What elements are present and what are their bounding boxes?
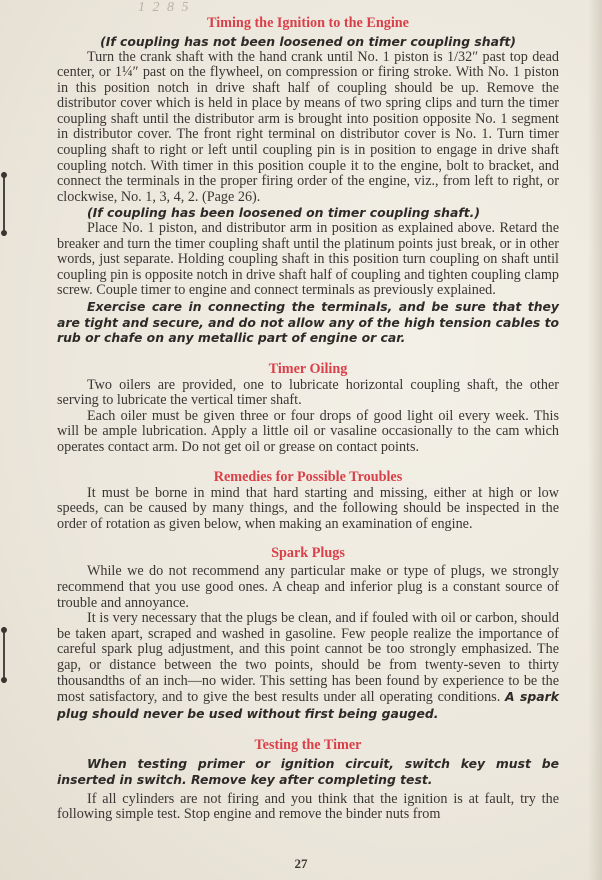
section-heading: Timer Oiling bbox=[268, 360, 348, 377]
binding-dot bbox=[1, 627, 7, 633]
pencil-annotation: 1 2 8 5 bbox=[138, 0, 191, 15]
section-remedies bbox=[57, 468, 559, 533]
binding-dot bbox=[1, 172, 7, 178]
subheading: (If coupling has not been loosened on timer coupling shaft) bbox=[100, 34, 516, 49]
paragraph-with-emphasis bbox=[57, 611, 559, 722]
binding-mark-bottom bbox=[3, 627, 5, 683]
paragraph: Turn the crank shaft with the hand crank until No. 1 piston is 1/32″ past top dead center, or 1¼″ past on the flywheel, on compression or firing stroke. With No. 1 piston in this position notch in drive shaft half of coupling should be up. Remove the distributor cover which is held in place by means of two spring clips and turn the timer coupling shaft until the distributor arm is brought into position opposite No. 1 segment in distributor cover. The front right terminal on distributor cover is No. 1. Turn timer coupling shaft to right or left until coupling pin is in position to engage in drive shaft coupling notch. With timer in this position couple it to the engine, bolt to bracket, and connect the terminals in the proper firing order of the engine, viz., from left to right, or clockwise, No. 1, 3, 4, 2. (Page 26). bbox=[57, 48, 559, 205]
section-heading: Remedies for Possible Troubles bbox=[213, 468, 403, 485]
page-number: 27 bbox=[294, 856, 308, 871]
section-testing-timer bbox=[57, 736, 559, 822]
paragraph-text: It is very necessary that the plugs be clean, and if fouled with oil or carbon, should be taken apart, scraped and washed in gasoline. Few people realize the importance of careful spark plug adjustment, and this point cannot be too strongly emphasized. The gap, or distance between the two points, should be from twenty-seven to thirty thousandths of an inch—no wider. This setting has been found by experience to be the most satisfactory, and to give the best results under all operating conditions. bbox=[57, 610, 559, 706]
paragraph: While we do not recommend any particular make or type of plugs, we strongly recommend that you use good ones. A cheap and inferior plug is a constant source of trouble and annoyance. bbox=[57, 563, 559, 611]
emphasis-text: A spark plug should never be used without first being gauged. bbox=[57, 689, 560, 721]
binding-mark-top bbox=[3, 172, 5, 236]
warning-paragraph: When testing primer or ignition circuit, switch key must be inserted in switch. Remove key after completing test. bbox=[57, 756, 559, 787]
paragraph: Place No. 1 piston, and distributor arm in position as explained above. Retard the breaker and turn the timer coupling shaft until the platinum points just break, or in other words, just separate. Holding coupling shaft in this position turn coupling on shaft until coupling pin is opposite notch in drive shaft half of coupling and tighten coupling clamp screw. Couple timer to engine and connect terminals as previously explained. bbox=[57, 219, 559, 299]
section-heading: Testing the Timer bbox=[254, 737, 362, 754]
section-spark-plugs bbox=[57, 544, 559, 722]
warning-paragraph: Exercise care in connecting the terminals, and be sure that they are tight and secure, and do not allow any of the high tension cables to rub or chafe on any metallic part of engine or car. bbox=[57, 298, 559, 346]
binding-dot bbox=[1, 677, 7, 683]
paragraph: It must be borne in mind that hard starting and missing, either at high or low speeds, can be caused by many things, and the following should be inspected in the order of rotation as given below, when making an examination of engine. bbox=[57, 484, 559, 532]
section-heading: Timing the Ignition to the Engine bbox=[207, 15, 409, 31]
page-content bbox=[57, 14, 559, 823]
section-timing bbox=[57, 14, 559, 346]
subheading: (If coupling has been loosened on timer coupling shaft.) bbox=[87, 205, 481, 221]
paragraph: Two oilers are provided, one to lubricate horizontal coupling shaft, the other serving to lubricate the vertical timer shaft. bbox=[57, 376, 559, 409]
paragraph: Each oiler must be given three or four drops of good light oil every week. This will be ample lubrication. Apply a little oil or vasaline occasionally to the cam which operates contact arm. Do not get oil or grease on contact points. bbox=[57, 407, 559, 456]
paragraph: If all cylinders are not firing and you think that the ignition is at fault, try the following simple test. Stop engine and remove the binder nuts from bbox=[57, 790, 559, 823]
section-heading: Spark Plugs bbox=[271, 545, 345, 562]
binding-dot bbox=[1, 230, 7, 236]
section-timer-oiling bbox=[57, 360, 559, 456]
